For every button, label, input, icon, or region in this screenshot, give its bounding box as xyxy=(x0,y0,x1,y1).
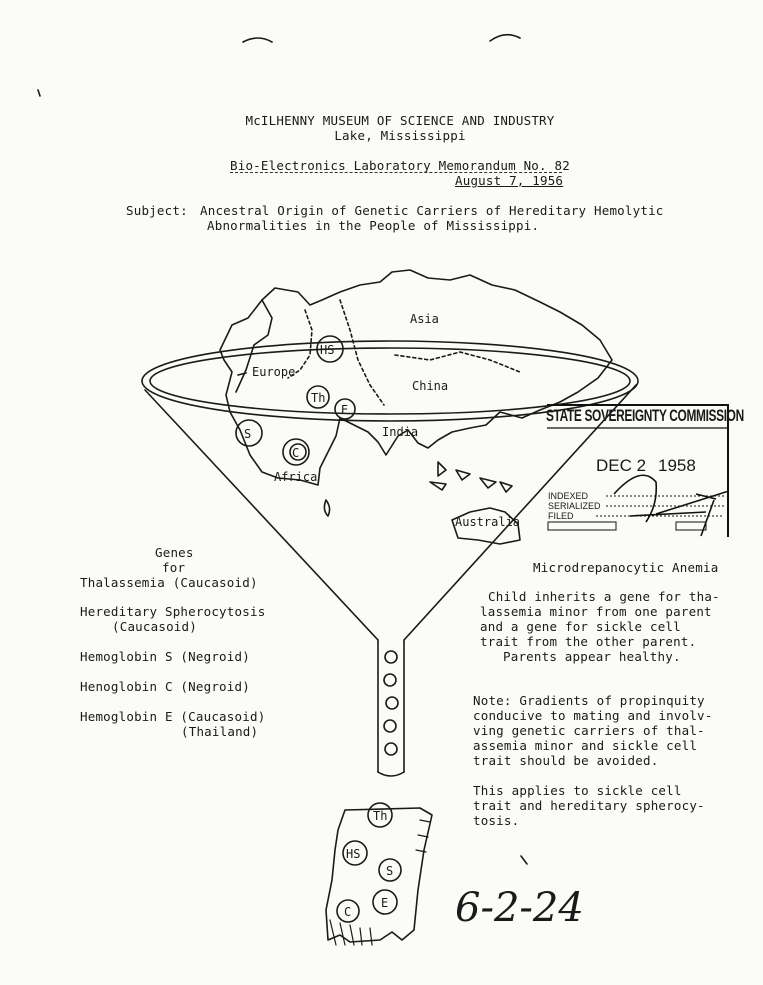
para-line: lassemia minor from one parent xyxy=(480,604,712,619)
label-australia: Australia xyxy=(455,515,521,529)
circle-c-map: C xyxy=(292,446,300,460)
note-line: ving genetic carriers of thal- xyxy=(473,723,705,738)
subject-line-2: Abnormalities in the People of Mississippi. xyxy=(207,218,540,233)
gene-item: Thalassemia (Caucasoid) xyxy=(80,575,258,590)
genes-heading-2: for xyxy=(162,560,186,575)
subject-line-1: Ancestral Origin of Genetic Carriers of Hereditary Hemolytic xyxy=(200,203,664,218)
stamp-serialized: SERIALIZED xyxy=(548,501,601,511)
subject-label: Subject: xyxy=(126,203,188,218)
circle-e-ms: E xyxy=(381,896,389,910)
circle-th-map: Th xyxy=(311,391,326,405)
note-line: trait should be avoided. xyxy=(473,753,659,768)
circle-c-ms: C xyxy=(344,905,352,919)
para-line: and a gene for sickle cell xyxy=(480,619,681,634)
stamp-year: 1958 xyxy=(658,456,696,475)
note-line: Note: Gradients of propinquity xyxy=(473,693,705,708)
genes-heading-1: Genes xyxy=(155,545,194,560)
para-line: trait from the other parent. xyxy=(480,634,697,649)
commission-stamp xyxy=(546,404,744,538)
handwritten-number: 6-2-24 xyxy=(455,885,584,931)
para-line: Parents appear healthy. xyxy=(503,649,681,664)
note-line: conducive to mating and involv- xyxy=(473,708,713,723)
applies-line: trait and hereditary spherocy- xyxy=(473,798,705,813)
label-india: India xyxy=(382,425,419,439)
gene-item: Hemoglobin S (Negroid) xyxy=(80,649,250,664)
memo-date: August 7, 1956 xyxy=(455,173,564,188)
institution-location: Lake, Mississippi xyxy=(334,128,466,143)
gene-item: (Thailand) xyxy=(181,724,259,739)
applies-line: tosis. xyxy=(473,813,520,828)
para-line: Child inherits a gene for tha- xyxy=(488,589,720,604)
gene-item: (Caucasoid) xyxy=(112,619,197,634)
stamp-filed: FILED xyxy=(548,511,574,521)
label-asia: Asia xyxy=(410,312,439,326)
institution-title: McILHENNY MUSEUM OF SCIENCE AND INDUSTRY xyxy=(245,113,555,128)
stamp-indexed: INDEXED xyxy=(548,491,589,501)
stamp-title: STATE SOVEREIGNTY COMMISSION xyxy=(546,406,744,425)
stamp-month-day: DEC 2 xyxy=(596,456,647,475)
circle-hs-map: HS xyxy=(320,343,335,357)
circle-hs-ms: HS xyxy=(346,847,361,861)
memo-number: Bio-Electronics Laboratory Memorandum No. 82 xyxy=(230,158,570,173)
anemia-title: Microdrepanocytic Anemia xyxy=(533,560,719,575)
gene-item: Hemoglobin E (Caucasoid) xyxy=(80,709,266,724)
applies-line: This applies to sickle cell xyxy=(473,783,682,798)
gene-item: Hereditary Spherocytosis xyxy=(80,604,266,619)
label-africa: Africa xyxy=(274,470,318,484)
circle-s-map: S xyxy=(244,427,252,441)
label-europe: Europe xyxy=(252,365,296,379)
note-line: assemia minor and sickle cell xyxy=(473,738,698,753)
label-china: China xyxy=(412,379,449,393)
gene-item: Henoglobin C (Negroid) xyxy=(80,679,250,694)
circle-th-ms: Th xyxy=(373,809,388,823)
circle-s-ms: S xyxy=(386,864,394,878)
circle-e-map: E xyxy=(341,403,349,417)
